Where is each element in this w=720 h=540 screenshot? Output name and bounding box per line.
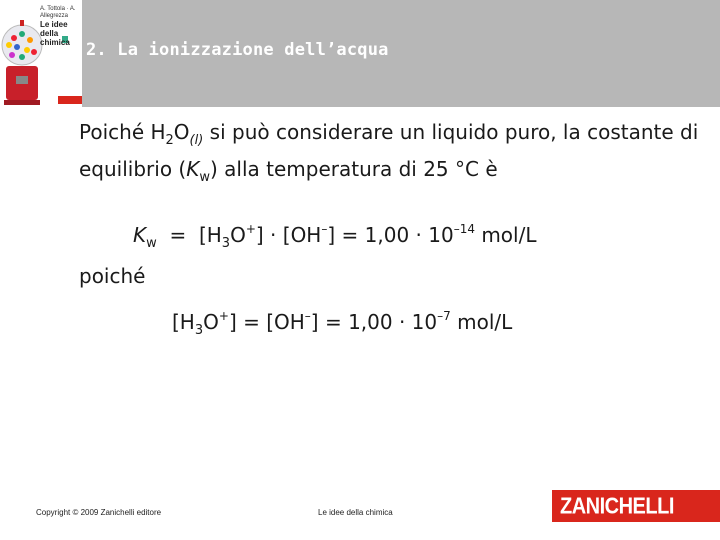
para-text-3: si può considerare un liquido puro, la costante di equilibrio ( (79, 120, 699, 181)
eq1-k-sub: w (146, 236, 157, 251)
eq2-part3: ] = [OH (228, 310, 305, 334)
eq1-exponent: –14 (453, 222, 475, 236)
eq1-part4: ] = 1,00 · 10 (327, 223, 454, 247)
equation-concentrations (172, 309, 512, 338)
eq1-k-symbol: K (133, 223, 147, 247)
eq1-unit: mol/L (474, 223, 537, 247)
book-cover-title-line2: chimica (40, 38, 70, 47)
eq1-sub1: 3 (221, 236, 231, 251)
eq2-sub1: 3 (194, 323, 204, 338)
eq2-unit: mol/L (450, 310, 513, 334)
eq2-part1: [H (172, 310, 195, 334)
eq1-sup2: – (321, 222, 328, 236)
slide-title: 2. La ionizzazione dell’acqua (86, 40, 389, 60)
book-cover-title-line1: Le idee della (40, 20, 68, 38)
poiche-text: poiché (79, 264, 146, 288)
eq2-exponent: –7 (437, 309, 451, 323)
eq2-sup2: – (304, 309, 311, 323)
para-k-sub: w (199, 170, 210, 185)
eq1-part2: O (230, 223, 246, 247)
eq1-part3: ] · [OH (255, 223, 322, 247)
book-cover-title (40, 6, 80, 47)
equation-kw (133, 222, 536, 251)
eq1-sup1: + (245, 222, 256, 236)
para-sub-2: 2 (165, 133, 174, 148)
publisher-logo: ZANICHELLI (560, 494, 674, 520)
para-text-1: Poiché H (79, 120, 166, 144)
book-cover-authors: A. Tottola · A. Allegrezza (40, 6, 76, 19)
para-text-2: O (173, 120, 190, 144)
eq2-sup1: + (218, 309, 229, 323)
para-text-4: ) alla temperatura di 25 °C è (209, 157, 498, 181)
footer-copyright: Copyright © 2009 Zanichelli editore (36, 508, 162, 517)
eq2-part2: O (203, 310, 219, 334)
para-sub-liquid: (l) (189, 133, 204, 148)
eq2-part4: ] = 1,00 · 10 (310, 310, 438, 334)
intro-paragraph (79, 118, 699, 192)
book-cover-image (0, 0, 82, 107)
para-k-symbol: K (186, 157, 200, 181)
eq1-part1: = [H (156, 223, 222, 247)
footer-book-title: Le idee della chimica (318, 508, 393, 517)
